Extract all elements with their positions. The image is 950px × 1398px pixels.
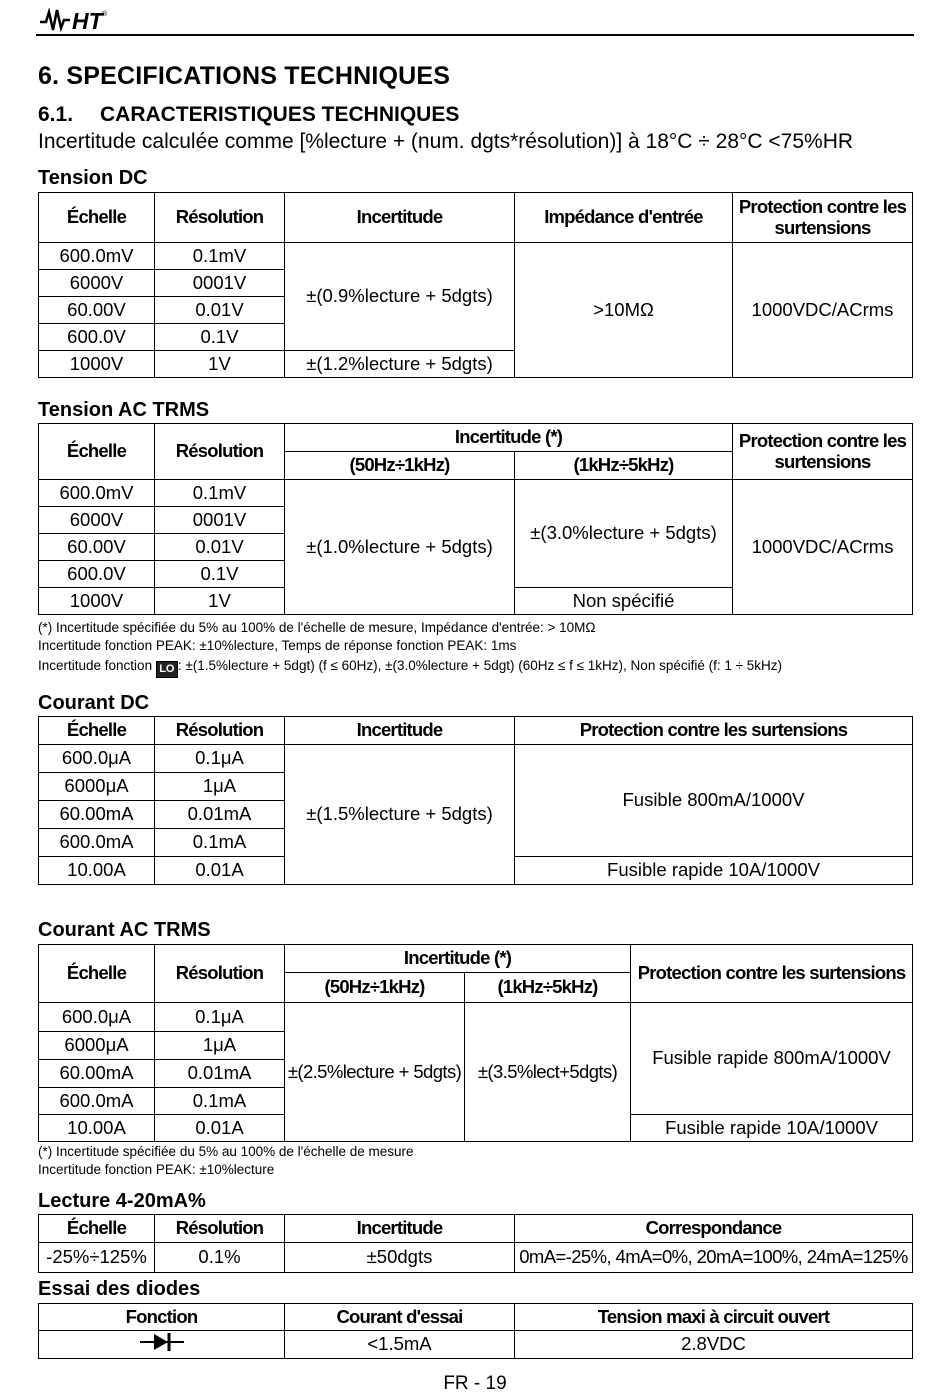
table-cell: 600.0μA bbox=[39, 1003, 155, 1032]
impedance-cell: >10MΩ bbox=[515, 243, 733, 378]
table-cell: 0.1mA bbox=[155, 1088, 285, 1115]
table-cell: 10.00A bbox=[39, 1115, 155, 1142]
note: (*) Incertitude spécifiée du 5% au 100% de l'échelle de mesure, Impédance d'entrée: > 10MΩ bbox=[38, 620, 596, 635]
section-title: CARACTERISTIQUES TECHNIQUES bbox=[100, 103, 460, 126]
table-cell: 1V bbox=[155, 588, 285, 615]
table-cell: 0.1V bbox=[155, 324, 285, 351]
ht-logo bbox=[40, 8, 130, 32]
col-incertitude: Incertitude (*) bbox=[285, 424, 733, 452]
table-cell: 1000V bbox=[39, 351, 155, 378]
table-cell: 600.0mV bbox=[39, 480, 155, 507]
col-incertitude: Incertitude bbox=[285, 193, 515, 243]
col-incertitude: Incertitude bbox=[285, 1215, 515, 1243]
table-cell: 0.1mV bbox=[155, 480, 285, 507]
note: Incertitude fonction PEAK: ±10%lecture bbox=[38, 1162, 275, 1177]
table-cell: 600.0mA bbox=[39, 1088, 155, 1115]
col-resolution: Résolution bbox=[155, 945, 285, 1003]
col-freq-high: (1kHz÷5kHz) bbox=[515, 452, 733, 480]
table-cell: 0.1μA bbox=[155, 745, 285, 773]
tension-dc-table bbox=[38, 192, 913, 378]
table-cell: 10.00A bbox=[39, 857, 155, 885]
page-title: 6. SPECIFICATIONS TECHNIQUES bbox=[38, 62, 451, 90]
col-echelle: Échelle bbox=[39, 193, 155, 243]
col-resolution: Résolution bbox=[155, 193, 285, 243]
table-cell: 60.00V bbox=[39, 297, 155, 324]
tension-dc-title: Tension DC bbox=[38, 167, 148, 189]
fuse-cell: Fusible rapide 800mA/1000V bbox=[631, 1003, 913, 1115]
table-cell: 0001V bbox=[155, 507, 285, 534]
table-cell: ±50dgts bbox=[285, 1243, 515, 1273]
diodes-title: Essai des diodes bbox=[38, 1278, 201, 1300]
diode-icon bbox=[138, 1332, 186, 1352]
table-cell: 1V bbox=[155, 351, 285, 378]
accuracy-low-cell: ±(2.5%lecture + 5dgts) bbox=[285, 1003, 465, 1142]
not-specified-cell: Non spécifié bbox=[515, 588, 733, 615]
protection-cell: 1000VDC/ACrms bbox=[733, 480, 913, 615]
col-echelle: Échelle bbox=[39, 1215, 155, 1243]
diodes-table bbox=[38, 1303, 913, 1359]
accuracy-low-cell: ±(1.0%lecture + 5dgts) bbox=[285, 480, 515, 615]
note-lo-prefix: Incertitude fonction bbox=[38, 658, 153, 673]
fuse-cell: Fusible rapide 10A/1000V bbox=[515, 857, 913, 885]
col-freq-low: (50Hz÷1kHz) bbox=[285, 973, 465, 1003]
fuse-cell: Fusible rapide 10A/1000V bbox=[631, 1115, 913, 1142]
table-cell: 60.00mA bbox=[39, 1060, 155, 1088]
current-cell: <1.5mA bbox=[285, 1331, 515, 1359]
col-correspondance: Correspondance bbox=[515, 1215, 913, 1243]
accuracy-high-cell: ±(3.5%lect+5dgts) bbox=[465, 1003, 631, 1142]
voltage-cell: 2.8VDC bbox=[515, 1331, 913, 1359]
col-fonction: Fonction bbox=[39, 1304, 285, 1331]
intro-text: Incertitude calculée comme [%lecture + (num. dgts*résolution)] à 18°C ÷ 28°C <75%HR bbox=[38, 130, 854, 153]
table-cell: 6000V bbox=[39, 507, 155, 534]
table-cell: 600.0mA bbox=[39, 829, 155, 857]
col-resolution: Résolution bbox=[155, 424, 285, 480]
table-cell: 600.0V bbox=[39, 324, 155, 351]
col-resolution: Résolution bbox=[155, 717, 285, 745]
table-cell: 6000V bbox=[39, 270, 155, 297]
note-lo-suffix: : ±(1.5%lecture + 5dgt) (f ≤ 60Hz), ±(3.0%lecture + 5dgt) (60Hz ≤ f ≤ 1kHz), Non spécifié (f: 1 ÷ 5kHz) bbox=[177, 658, 783, 673]
table-cell: 0001V bbox=[155, 270, 285, 297]
logo-mark: ® bbox=[102, 11, 108, 18]
accuracy-cell: ±(0.9%lecture + 5dgts) bbox=[285, 243, 515, 351]
accuracy-cell: ±(1.5%lecture + 5dgts) bbox=[285, 745, 515, 885]
col-resolution: Résolution bbox=[155, 1215, 285, 1243]
table-cell: -25%÷125% bbox=[39, 1243, 155, 1273]
col-incertitude: Incertitude (*) bbox=[285, 945, 631, 973]
table-cell: 0.1V bbox=[155, 561, 285, 588]
accuracy-cell: ±(1.2%lecture + 5dgts) bbox=[285, 351, 515, 378]
lo-icon: LO bbox=[156, 661, 178, 678]
table-cell: 600.0mV bbox=[39, 243, 155, 270]
function-cell bbox=[39, 1331, 285, 1359]
table-cell: 60.00V bbox=[39, 534, 155, 561]
col-impedance: Impédance d'entrée bbox=[515, 193, 733, 243]
table-cell: 0.1μA bbox=[155, 1003, 285, 1032]
table-cell: 0.01V bbox=[155, 297, 285, 324]
lecture-table bbox=[38, 1214, 913, 1273]
col-freq-low: (50Hz÷1kHz) bbox=[285, 452, 515, 480]
tension-ac-table bbox=[38, 423, 913, 615]
col-tension: Tension maxi à circuit ouvert bbox=[515, 1304, 913, 1331]
table-cell: 0.01mA bbox=[155, 801, 285, 829]
col-protection: Protection contre les surtensions bbox=[733, 424, 913, 480]
col-protection: Protection contre les surtensions bbox=[733, 193, 913, 243]
col-echelle: Échelle bbox=[39, 717, 155, 745]
table-cell: 6000μA bbox=[39, 1032, 155, 1060]
page-number: FR - 19 bbox=[443, 1373, 507, 1394]
table-cell: 60.00mA bbox=[39, 801, 155, 829]
note-lo bbox=[38, 656, 782, 678]
table-cell: 6000μA bbox=[39, 773, 155, 801]
col-protection: Protection contre les surtensions bbox=[515, 717, 913, 745]
accuracy-high-cell: ±(3.0%lecture + 5dgts) bbox=[515, 480, 733, 588]
table-cell: 0mA=-25%, 4mA=0%, 20mA=100%, 24mA=125% bbox=[515, 1243, 913, 1273]
note: Incertitude fonction PEAK: ±10%lecture, Temps de réponse fonction PEAK: 1ms bbox=[38, 638, 517, 653]
table-cell: 0.01A bbox=[155, 1115, 285, 1142]
header-rule bbox=[36, 34, 914, 36]
col-incertitude: Incertitude bbox=[285, 717, 515, 745]
tension-ac-title: Tension AC TRMS bbox=[38, 399, 210, 421]
logo-text: HT bbox=[72, 8, 103, 32]
col-echelle: Échelle bbox=[39, 424, 155, 480]
courant-ac-table bbox=[38, 944, 913, 1142]
lecture-title: Lecture 4-20mA% bbox=[38, 1190, 206, 1212]
section-heading bbox=[38, 103, 459, 127]
table-cell: 1000V bbox=[39, 588, 155, 615]
col-courant: Courant d'essai bbox=[285, 1304, 515, 1331]
courant-dc-table bbox=[38, 716, 913, 885]
courant-ac-title: Courant AC TRMS bbox=[38, 919, 211, 941]
table-cell: 0.01mA bbox=[155, 1060, 285, 1088]
col-freq-high: (1kHz÷5kHz) bbox=[465, 973, 631, 1003]
table-cell: 0.01V bbox=[155, 534, 285, 561]
table-cell: 1μA bbox=[155, 773, 285, 801]
table-cell: 1μA bbox=[155, 1032, 285, 1060]
courant-dc-title: Courant DC bbox=[38, 692, 150, 714]
table-cell: 0.01A bbox=[155, 857, 285, 885]
table-cell: 600.0μA bbox=[39, 745, 155, 773]
table-cell: 600.0V bbox=[39, 561, 155, 588]
table-cell: 0.1mV bbox=[155, 243, 285, 270]
table-cell: 0.1mA bbox=[155, 829, 285, 857]
section-number: 6.1. bbox=[38, 103, 74, 126]
note: (*) Incertitude spécifiée du 5% au 100% de l'échelle de mesure bbox=[38, 1144, 414, 1159]
protection-cell: 1000VDC/ACrms bbox=[733, 243, 913, 378]
col-protection: Protection contre les surtensions bbox=[631, 945, 913, 1003]
table-cell: 0.1% bbox=[155, 1243, 285, 1273]
fuse-cell: Fusible 800mA/1000V bbox=[515, 745, 913, 857]
col-echelle: Échelle bbox=[39, 945, 155, 1003]
